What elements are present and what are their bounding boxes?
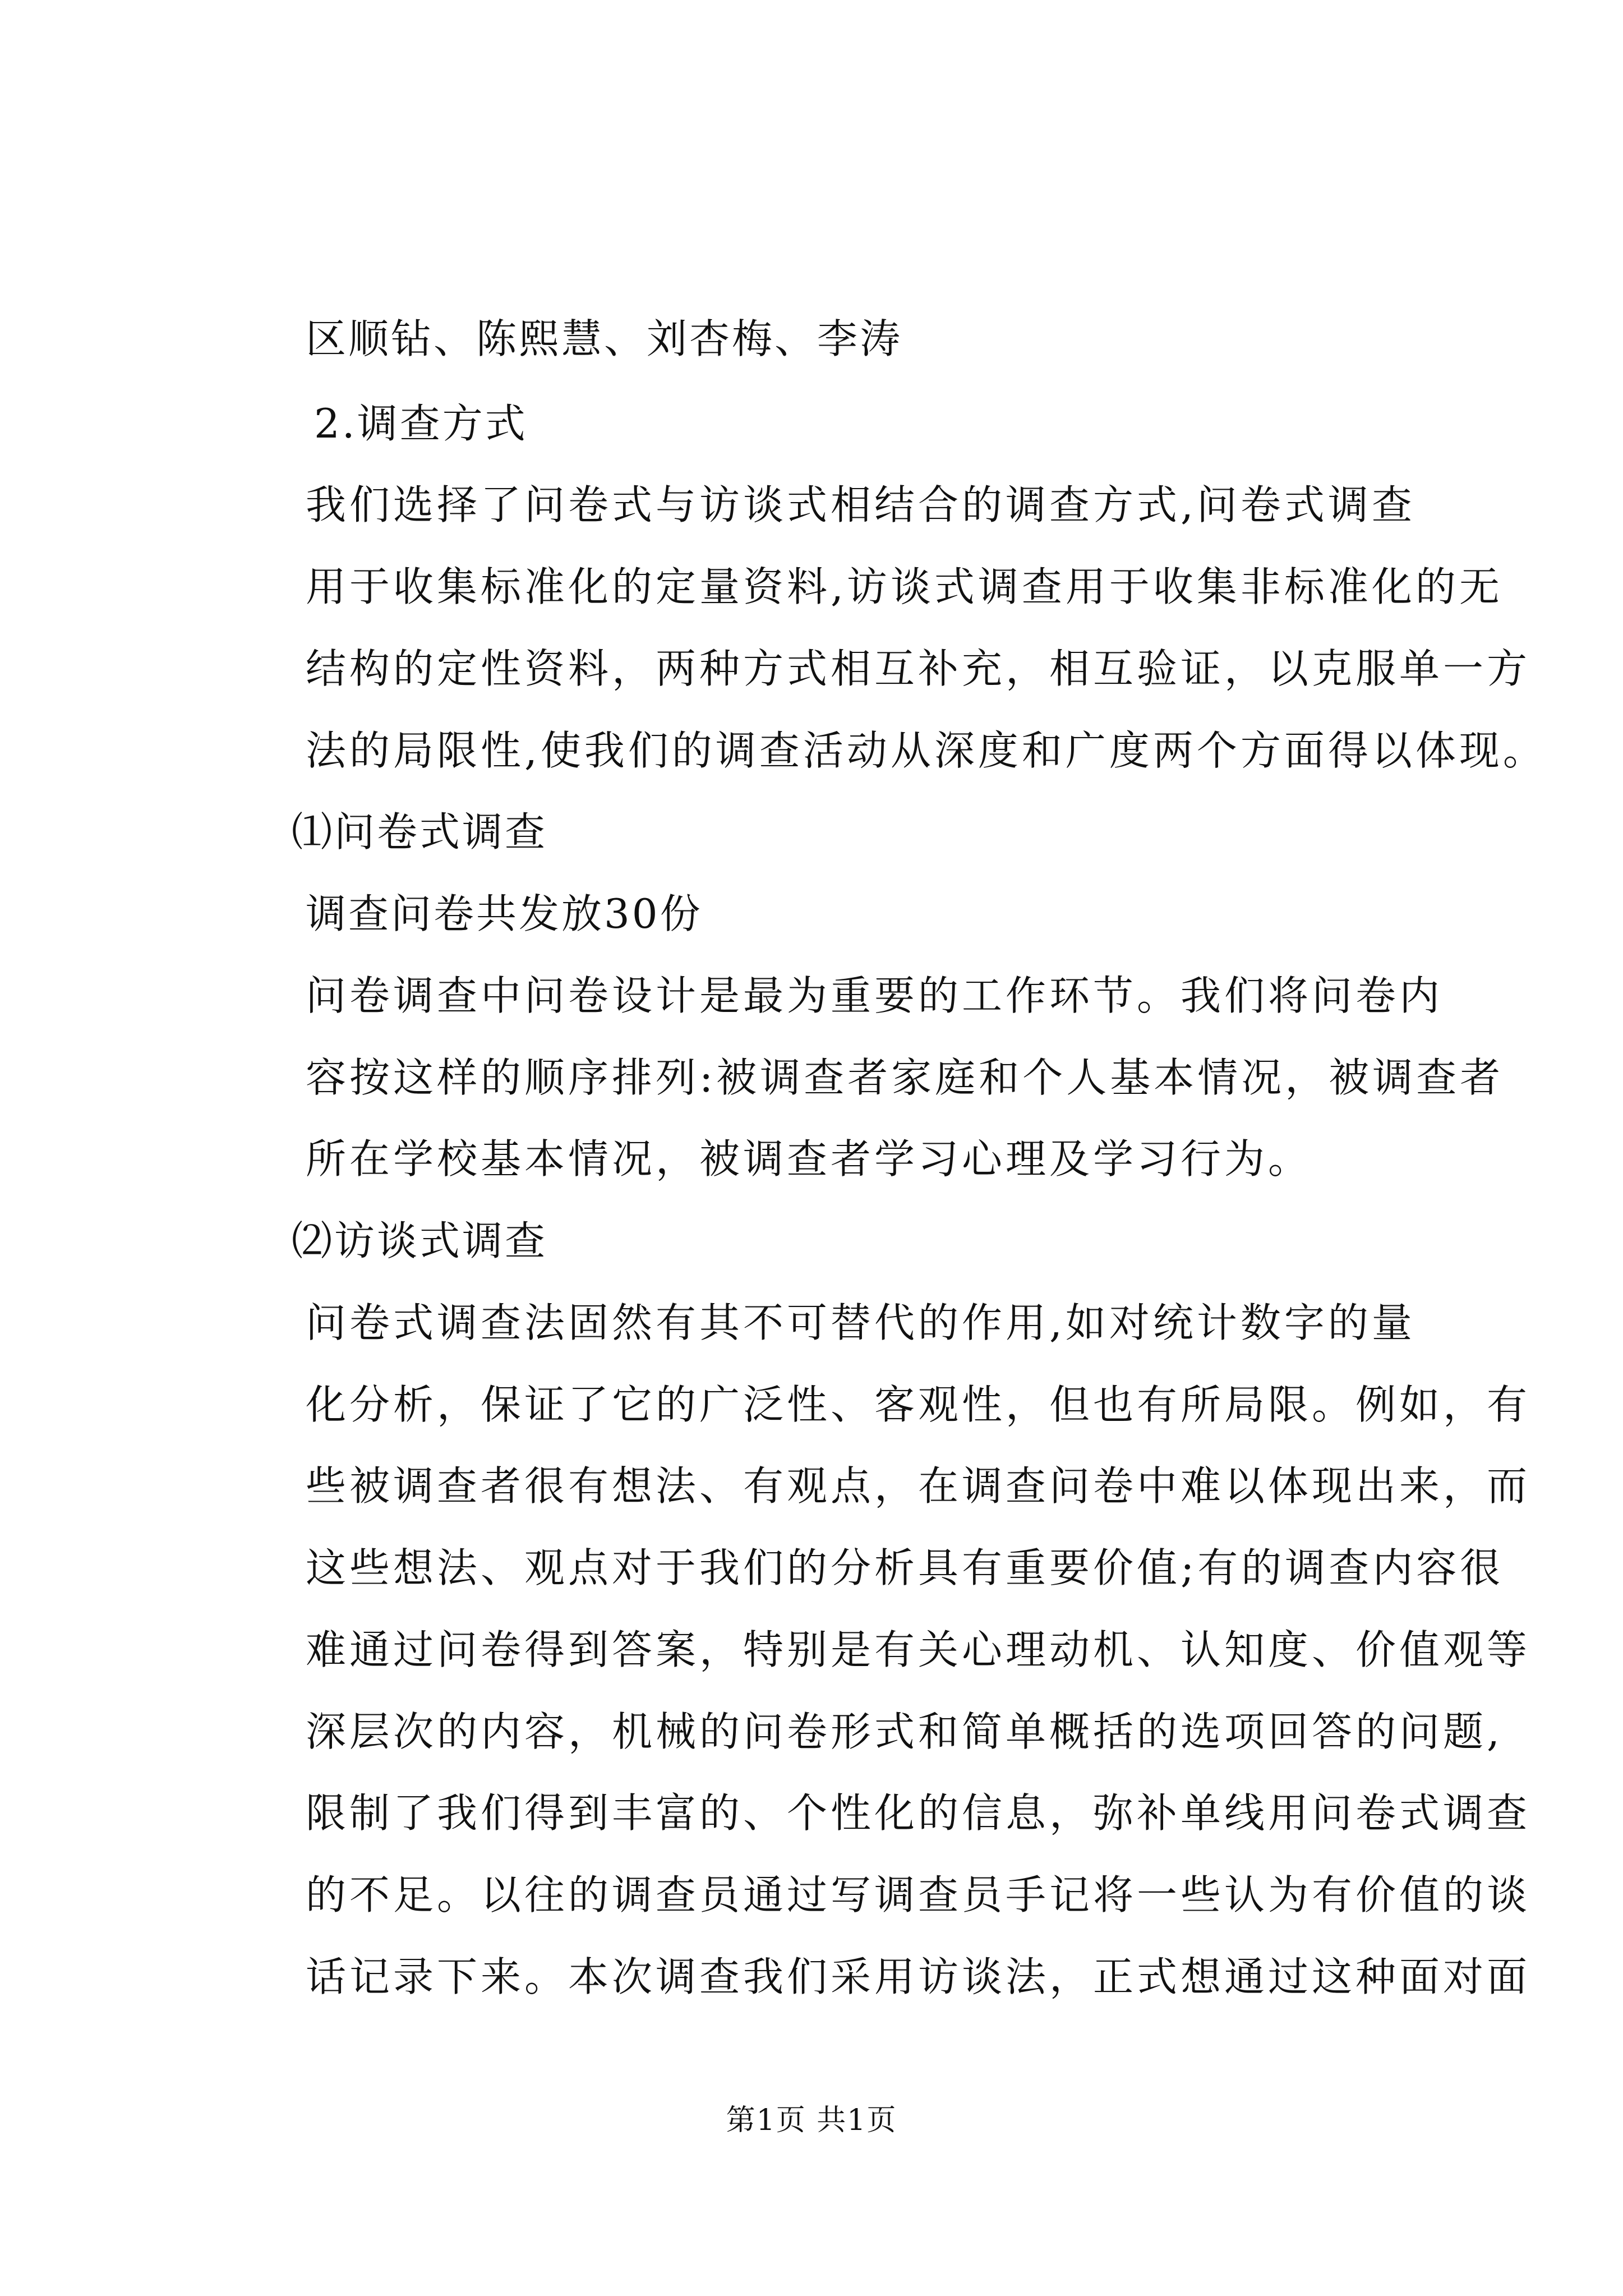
- paragraph-line: 调查问卷共发放30份: [306, 890, 703, 937]
- paragraph-line: 的不足。以往的调查员通过写调查员手记将一些认为有价值的谈: [306, 1871, 1531, 1918]
- paragraph-line: 法的局限性,使我们的调查活动从深度和广度两个方面得以体现。: [306, 727, 1547, 774]
- paragraph-line: 深层次的内容，机械的问卷形式和简单概括的选项回答的问题,: [306, 1708, 1503, 1755]
- paragraph-line: 所在学校基本情况，被调查者学习心理及学习行为。: [306, 1135, 1312, 1182]
- author-list-line: 区顺钻、陈熙慧、刘杏梅、李涛: [306, 315, 903, 362]
- section-heading: 2.调查方式: [314, 400, 528, 447]
- paragraph-line: 容按这样的顺序排列:被调查者家庭和个人基本情况，被调查者: [306, 1054, 1504, 1101]
- paragraph-line: 些被调查者很有想法、有观点，在调查问卷中难以体现出来，而: [306, 1462, 1531, 1510]
- paragraph-line: 用于收集标准化的定量资料,访谈式调查用于收集非标准化的无: [306, 563, 1503, 610]
- paragraph-line: 结构的定性资料，两种方式相互补充，相互验证，以克服单一方: [306, 645, 1531, 692]
- subsection-heading: ⑵访谈式调查: [292, 1217, 548, 1264]
- paragraph-line: 问卷式调查法固然有其不可替代的作用,如对统计数字的量: [306, 1299, 1415, 1346]
- paragraph-line: 难通过问卷得到答案，特别是有关心理动机、认知度、价值观等: [306, 1626, 1531, 1673]
- paragraph-line: 话记录下来。本次调查我们采用访谈法，正式想通过这种面对面: [306, 1953, 1531, 2000]
- paragraph-line: 这些想法、观点对于我们的分析具有重要价值;有的调查内容很: [306, 1544, 1504, 1591]
- paragraph-line: 问卷调查中问卷设计是最为重要的工作环节。我们将问卷内: [306, 972, 1444, 1019]
- paragraph-line: 我们选择了问卷式与访谈式相结合的调查方式,问卷式调查: [306, 481, 1415, 528]
- subsection-heading: ⑴问卷式调查: [292, 808, 548, 855]
- page-footer: 第1页 共1页: [726, 2104, 897, 2137]
- paragraph-line: 限制了我们得到丰富的、个性化的信息，弥补单线用问卷式调查: [306, 1789, 1531, 1837]
- paragraph-line: 化分析，保证了它的广泛性、客观性，但也有所局限。例如，有: [306, 1381, 1531, 1428]
